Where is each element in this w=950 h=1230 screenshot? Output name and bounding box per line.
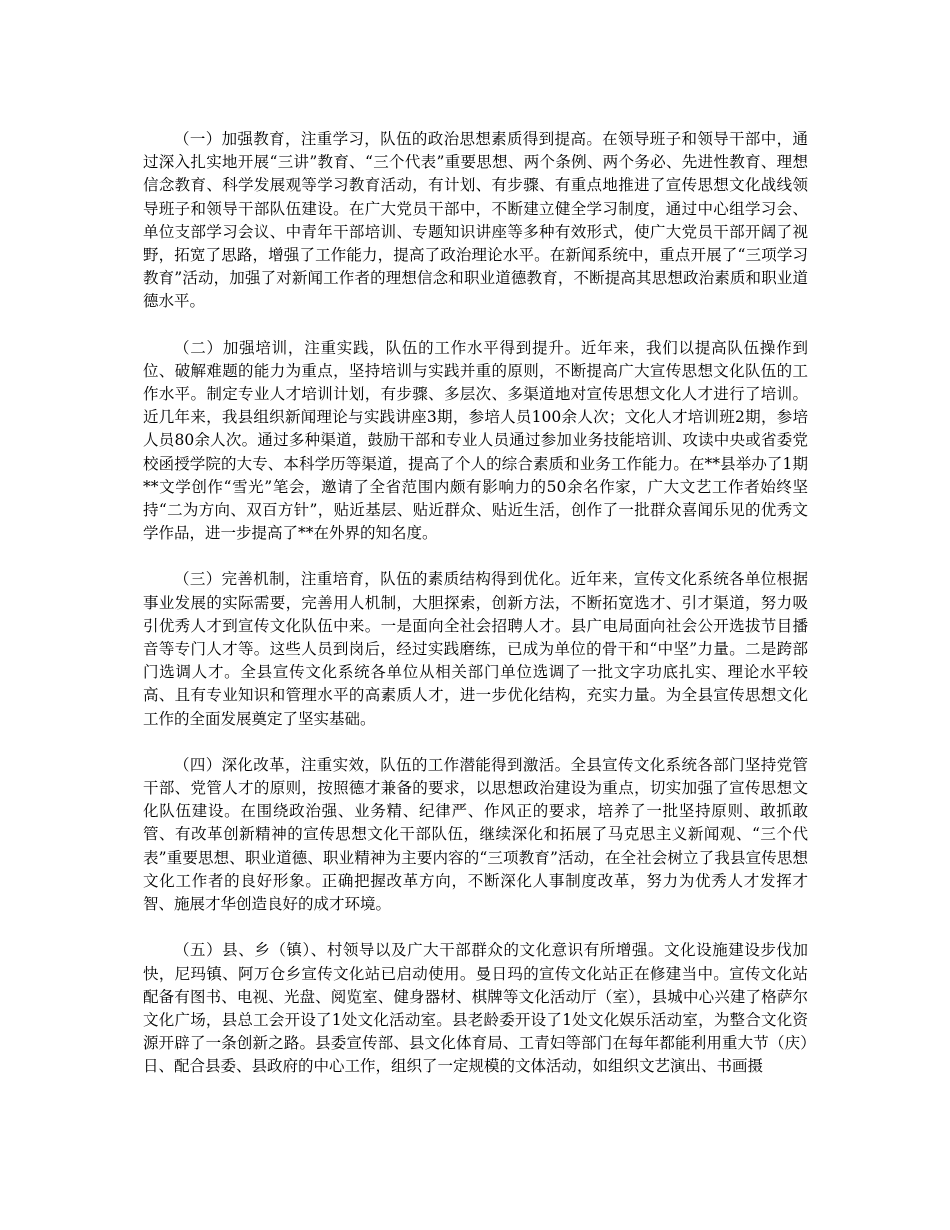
paragraph-reform: （四）深化改革，注重实效，队伍的工作潜能得到激活。全县宣传文化系统各部门坚持党管干部、党管人才的原则，按照德才兼备的要求，以思想政治建设为重点，切实加强了宣传思想文化队伍建设。在围绕政治强、业务精、纪律严、作风正的要求，培养了一批坚持原则、敢抓敢管、有改革创新精神的宣传思想文化干部队伍，继续深化和拓展了马克思主义新闻观、“三个代表”重要思想、职业道德、职业精神为主要内容的“三项教育”活动，在全社会树立了我县宣传思想文化工作者的良好形象。正确把握改革方向，不断深化人事制度改革，努力为优秀人才发挥才智、施展才华创造良好的成才环境。 <box>143 755 808 914</box>
paragraph-mechanism: （三）完善机制，注重培育，队伍的素质结构得到优化。近年来，宣传文化系统各单位根据事业发展的实际需要，完善用人机制，大胆探索，创新方法，不断拓宽选才、引才渠道，努力吸引优秀人才到宣传文化队伍中来。一是面向全社会招聘人才。县广电局面向社会公开选拔节目播音等专门人才等。这些人员到岗后，经过实践磨练，已成为单位的骨干和“中坚”力量。二是跨部门选调人才。全县宣传文化系统各单位从相关部门单位选调了一批文字功底扎实、理论水平较高、且有专业知识和管理水平的高素质人才，进一步优化结构，充实力量。为全县宣传思想文化工作的全面发展奠定了坚实基础。 <box>143 570 808 728</box>
paragraph-cultural-awareness: （五）县、乡（镇）、村领导以及广大干部群众的文化意识有所增强。文化设施建设步伐加快，尼玛镇、阿万仓乡宣传文化站已启动使用。曼日玛的宣传文化站正在修建当中。宣传文化站配备有图书、电视、光盘、阅览室、健身器材、棋牌等文化活动厅（室），县城中心兴建了格萨尔文化广场，县总工会开设了1处文化活动室。县老龄委开设了1处文化娱乐活动室，为整合文化资源开辟了一条创新之路。县委宣传部、县文化体育局、工青妇等部门在每年都能利用重大节（庆）日、配合县委、县政府的中心工作，组织了一定规模的文体活动，如组织文艺演出、书画摄 <box>143 941 808 1076</box>
paragraph-training: （二）加强培训，注重实践，队伍的工作水平得到提升。近年来，我们以提高队伍操作到位、破解难题的能力为重点，坚持培训与实践并重的原则，不断提高广大宣传思想文化队伍的工作水平。制定专业人才培训计划，有步骤、多层次、多渠道地对宣传思想文化人才进行了培训。近几年来，我县组织新闻理论与实践讲座3期，参培人员100余人次；文化人才培训班2期，参培人员80余人次。通过多种渠道，鼓励干部和专业人员通过参加业务技能培训、攻读中央或省委党校函授学院的大专、本科学历等渠道，提高了个人的综合素质和业务工作能力。在**县举办了1期**文学创作“雪光”笔会，邀请了全省范围内颇有影响力的50余名作家，广大文艺工作者始终坚持“二为方向、双百方针”，贴近基层、贴近群众、贴近生活，创作了一批群众喜闻乐见的优秀文学作品，进一步提高了**在外界的知名度。 <box>143 338 808 543</box>
paragraph-education: （一）加强教育，注重学习，队伍的政治思想素质得到提高。在领导班子和领导干部中，通过深入扎实地开展“三讲”教育、“三个代表”重要思想、两个条例、两个务必、先进性教育、理想信念教育、科学发展观等学习教育活动，有计划、有步骤、有重点地推进了宣传思想文化战线领导班子和领导干部队伍建设。在广大党员干部中，不断建立健全学习制度，通过中心组学习会、单位支部学习会议、中青年干部培训、专题知识讲座等多种有效形式，使广大党员干部开阔了视野，拓宽了思路，增强了工作能力，提高了政治理论水平。在新闻系统中，重点开展了“三项学习教育”活动，加强了对新闻工作者的理想信念和职业道德教育，不断提高其思想政治素质和职业道德水平。 <box>143 130 808 311</box>
document-body <box>143 128 808 1102</box>
